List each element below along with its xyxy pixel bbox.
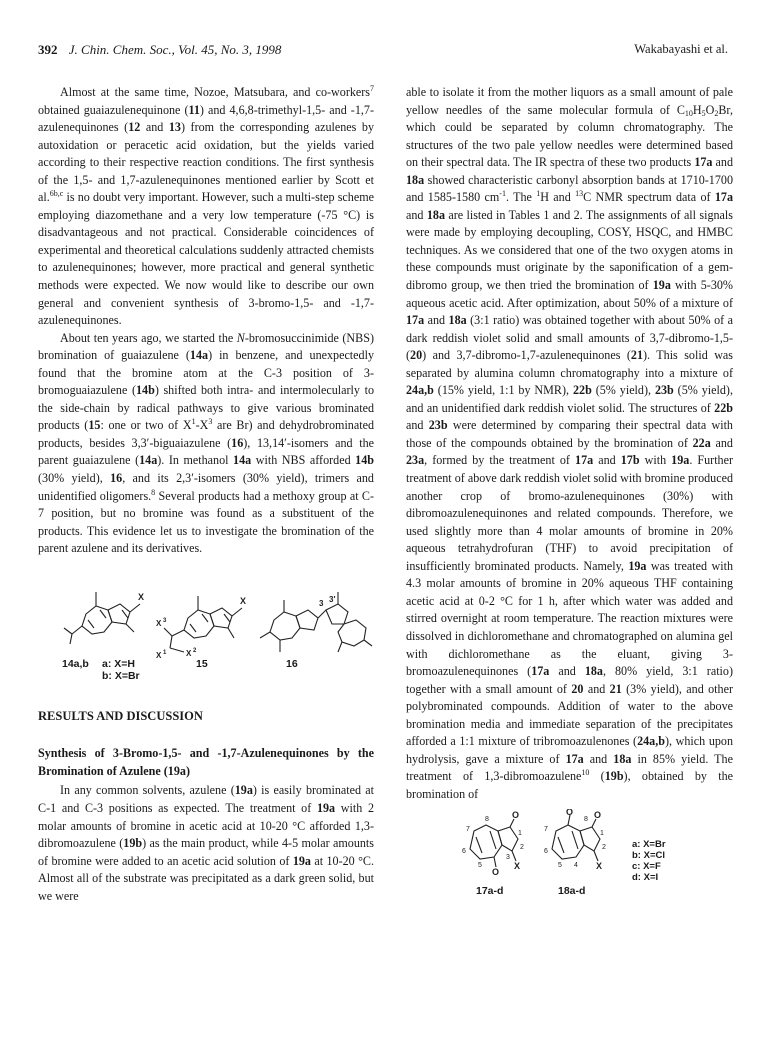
paragraph-nbs-bromination: About ten years ago, we started the N-bromosuccinimide (NBS) bromination of guaiazulene (14a) in benzene, and unexpectedly found that the bromine atom at the C-3 position of 3-bromoguaiazulene (14b) shifted both intra- and intermolecularly to the side-chain by radical pathways to give various brominated products (15: one or two of $X^1-X^3$ are Br) and dehydrobrominated products, besides 3,3′-biguaiazulene (16), 13,14′-isomers and the parent guaiazulene (14a). In methanol 14a with NBS afforded 14b (30% yield), 16, and its 2,3′-isomers (30% yield), trimers and unidentified oligomers.$^8$ Several products had a methoxy group at C-7 position, but no bromine was found as a substituent of the products. This evidence let us to investigate the bromination of the parent azulene and its derivatives. <box>38 330 375 556</box>
legend-c: c: X=F <box>632 861 661 873</box>
structure-16 <box>260 592 372 652</box>
svg-text:7: 7 <box>466 826 470 834</box>
svg-text:X: X <box>596 861 603 872</box>
svg-text:X: X <box>186 648 192 658</box>
svg-text:X: X <box>240 595 247 606</box>
svg-text:3: 3 <box>506 854 510 862</box>
structure-14 <box>64 592 144 644</box>
label-18: 18a-d <box>558 885 586 898</box>
right-column <box>406 84 733 905</box>
section-heading: RESULTS AND DISCUSSION <box>38 708 203 723</box>
label-14a: a: X=H <box>102 657 135 670</box>
legend-a: a: X=Br <box>632 839 666 851</box>
svg-text:5: 5 <box>478 862 482 870</box>
svg-text:2: 2 <box>520 844 524 852</box>
svg-text:8: 8 <box>584 816 588 824</box>
svg-text:X: X <box>156 650 162 660</box>
page-number: 392 <box>38 42 58 57</box>
svg-text:3′: 3′ <box>329 594 336 604</box>
label-14ab: 14a,b <box>62 657 89 670</box>
svg-text:3: 3 <box>319 598 324 608</box>
svg-text:X: X <box>156 618 162 628</box>
paragraph-azulene-bromination: In any common solvents, azulene (19a) is easily brominated at C-1 and C-3 positions as expected. The treatment of 19a with 2 molar amounts of bromine in acetic acid at 10-20 °C afforded 1,3-dibromoazulene (19b) as the main product, while 4-5 molar amounts of bromine were added to an acetic acid solution of 19a at 10-20 °C. Almost all of the substrate was precipitated as a dark green solid, but we were <box>38 783 375 903</box>
svg-text:O: O <box>566 809 574 818</box>
header-authors: Wakabayashi et al. <box>634 42 728 56</box>
svg-text:O: O <box>512 810 520 821</box>
svg-text:2: 2 <box>193 647 197 654</box>
svg-text:6: 6 <box>544 848 548 856</box>
left-column <box>38 84 374 905</box>
subsection-heading: Synthesis of 3-Bromo-1,5- and -1,7-Azulenequinones by the Bromination of Azulene (19a) <box>38 746 374 778</box>
label-15: 15 <box>196 657 208 670</box>
svg-text:1: 1 <box>600 830 604 838</box>
running-header <box>38 42 728 60</box>
paragraph-structure-determination: able to isolate it from the mother liquors as a small amount of pale yellow needles of the same molecular formula of $C_{10}H_5O_2Br$, which could be separated by column chromatography. The structures of the two pale yellow needles were determined based on their spectral data. The IR spectra of these two products 17a and 18a showed characteristic carbonyl absorption bands at 1710-1700 and 1585-1580 $cm^{-1}$. The $^1$H and $^{13}$C NMR spectrum data of 17a and 18a are listed in Tables 1 and 2. The assignments of all signals were made by employing decoupling, COSY, HSQC, and HMBC techniques. As we considered that one of the two oxygen atoms in these compounds must originate by the saponification of a gem-dibromo group, we then tried the bromination of 19a with 5-30% aqueous acetic acid. After optimization, about 50% of a mixture of 17a and 18a (3:1 ratio) was obtained together with about 50% of a dark reddish violet solid and small amounts of 3,7-dibromo-1,5- (20) and 3,7-dibromo-1,7-azulenequinones (21). This solid was separated by alumina column chromatography into a mixture of 24a,b (15% yield, 1:1 by NMR), 22b (5% yield), 23b (5% yield), and an unidentified dark reddish violet solid. The structures of 22b and 23b were determined by comparing their spectral data with those of the compounds obtained by the bromination of 22a and 23a, formed by the treatment of 17a and 17b with 19a. Further treatment of above dark reddish violet solid with bromine produced another crop of bromo-azulenequinones (30%) with dibromoazulenequinones and related compounds. Therefore, we used slightly more than 4 molar amounts of bromine in 20% aqueous tetrahydrofuran (THF) to avoid precipitation of insufficiently brominated products. Namely, 19a was treated with 4.3 molar amounts of bromine in 20% aqueous THF containing acetic acid at 0-2 °C for 1 h, after which water was added and stirred overnight at room temperature. The reaction mixtures were dissolved in dichloromethane and chromatographed on alumina gel with dichloromethane as the eluant, giving 3-bromoazulenequinones (17a and 18a, 80% yield, 3:1 ratio) together with a small amount of 20 and 21 (3% yield), and other polybrominated compounds. Addition of water to the above bromination media and immediate separation of the precipitates afforded a 1:1 mixture of tribromoazulenones (24a,b), which upon hydrolysis, gave a mixture of 17a and 18a in 85% yield. The treatment of 1,3-dibromoazulene$^{10}$ (19b), obtained by the bromination of <box>406 85 734 801</box>
svg-text:X: X <box>138 591 145 602</box>
svg-text:O: O <box>492 867 500 878</box>
svg-text:7: 7 <box>544 826 548 834</box>
svg-text:2: 2 <box>602 844 606 852</box>
structures-figure <box>38 578 374 690</box>
header-left <box>38 42 281 58</box>
svg-text:5: 5 <box>558 862 562 870</box>
svg-text:4: 4 <box>574 862 578 870</box>
structure-17 <box>462 810 524 877</box>
structure-15 <box>156 596 246 660</box>
quinones-figure <box>406 809 733 905</box>
paragraph-intro-continued: Almost at the same time, Nozoe, Matsubara, and co-workers$^7$ obtained guaiazulenequinone (11) and 4,6,8-trimethyl-1,5- and -1,7-azulenequinones (12 and 13) from the corresponding azulenes by autoxidation or peracetic acid oxidation, but the yields varied according to their respective reaction conditions. The first synthesis of the 1,5- and 1,7-azulenequinones mentioned earlier by Scott et al.$^{6b,c}$ is no doubt very important. However, such a multi-step scheme employing diazomethane and a very low temperature (-75 °C) is disadvantageous and not practical. Considerable coincidences of experimental and theoretical calculations suddenly attracted chemists to azulenequinones; however, more practical and general synthetic methods were expected. We now would like to describe our own general and convenient synthesis of 3-bromo-1,5- and -1,7-azulenequinones. <box>38 84 374 328</box>
svg-text:1: 1 <box>518 830 522 838</box>
label-16: 16 <box>286 657 298 670</box>
structure-18 <box>544 809 606 871</box>
label-17: 17a-d <box>476 885 504 898</box>
label-14b: b: X=Br <box>102 669 140 682</box>
svg-text:8: 8 <box>485 816 489 824</box>
svg-text:O: O <box>594 810 602 821</box>
svg-text:X: X <box>514 861 521 872</box>
svg-text:6: 6 <box>462 848 466 856</box>
legend-b: b: X=Cl <box>632 850 665 862</box>
journal-citation: J. Chin. Chem. Soc., Vol. 45, No. 3, 1998 <box>68 42 282 57</box>
svg-text:3: 3 <box>163 617 167 624</box>
svg-text:1: 1 <box>163 649 167 656</box>
legend-d: d: X=I <box>632 872 659 884</box>
structures-drawing <box>38 578 374 690</box>
